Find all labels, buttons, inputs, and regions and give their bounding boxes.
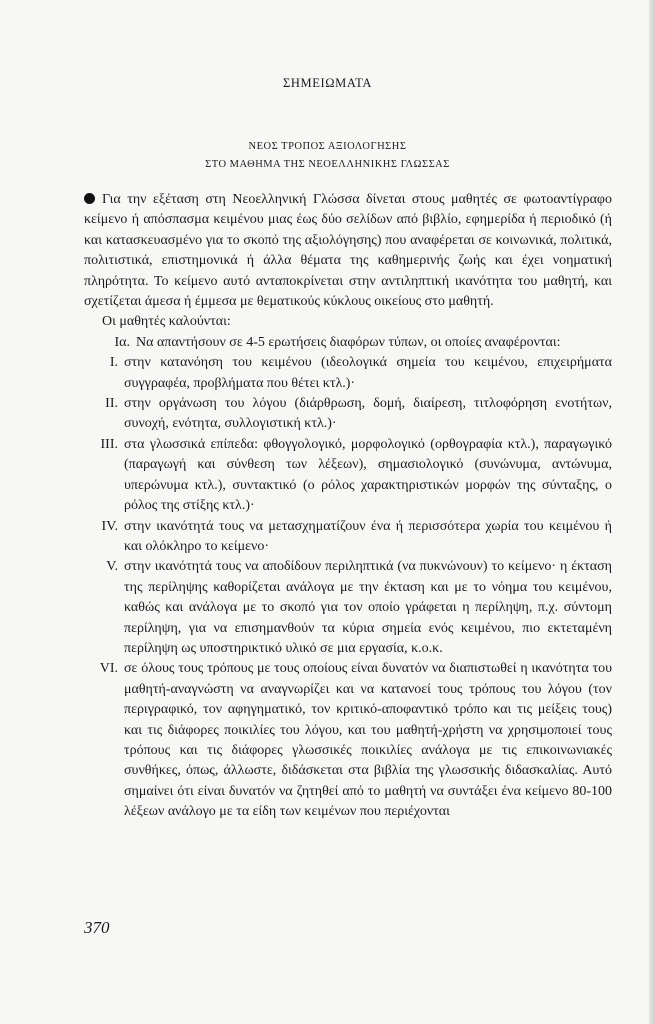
list-item-text: στην ικανότητά τους να αποδίδουν περιληπτικά (να πυκνώνουν) το κείμενο· η έκταση της περίληψης καθορίζεται ανάλογα με την έκταση και με το νόημα του κειμένου, καθώς και ανάλογα με το σκοπό για τον οποίο γράφεται η περίληψη, π.χ. σύντομη περίληψη, για να επισημανθούν τα κύρια σημεία ενός κειμένου, πιο εκτεταμένη περίληψη ως υποστηρικτικό υλικό σε μια εργασία, κ.ο.κ.	[124, 559, 612, 656]
subtitle-line-1: ΝΕΟΣ ΤΡΟΠΟΣ ΑΞΙΟΛΟΓΗΣΗΣ	[248, 141, 407, 152]
list-item-v	[84, 557, 612, 659]
list-item-ii	[84, 394, 612, 435]
list-item-number: Ια.	[114, 334, 130, 350]
list-item-ia	[84, 333, 612, 353]
section-subtitle	[0, 138, 655, 174]
bullet-dot-icon	[84, 193, 95, 204]
list-item-text: στην οργάνωση του λόγου (διάρθρωση, δομή, διαίρεση, τιτλοφόρηση ενοτήτων, συνοχή, ενότητα, συλλογιστική κτλ.)·	[124, 396, 612, 432]
list-item-iv	[84, 517, 612, 558]
running-header: ΣΗΜΕΙΩΜΑΤΑ	[283, 76, 372, 90]
list-item-number: I.	[109, 355, 118, 371]
intro-paragraph	[84, 190, 612, 312]
list-item-text: στα γλωσσικά επίπεδα: φθογγολογικό, μορφολογικό (ορθογραφία κτλ.), παραγωγικό (παραγωγή και σύνθεση των λέξεων), σημασιολογικό (συνώνυμα, αντώνυμα, υπερώνυμα κτλ.), συντακτικό (ο ρόλος χαρακτηριστικών μορφών της σύνταξης, ο ρόλος της στίξης κτλ.)·	[124, 436, 612, 514]
subtitle-line-2: ΣΤΟ ΜΑΘΗΜΑ ΤΗΣ ΝΕΟΕΛΛΗΝΙΚΗΣ ΓΛΩΣΣΑΣ	[205, 159, 450, 170]
page-number: 370	[84, 918, 110, 937]
list-item-i	[84, 353, 612, 394]
list-item-number: IV.	[101, 518, 118, 534]
intro-text: Για την εξέταση στη Νεοελληνική Γλώσσα δίνεται στους μαθητές σε φωτοαντίγραφο κείμενο ή απόσπασμα κειμένου μιας έως δύο σελίδων από βιβλίο, εφημερίδα ή περιοδικό (ή και κατασκευασμένο για το σκοπό της αξιολόγησης) που αναφέρεται σε κοινωνικά, πολιτικά, πολιτιστικά, επιστημονικά ή άλλα θέματα της καθημερινής ζωής και έχει νοηματική πληρότητα. Το κείμενο αυτό ανταποκρίνεται στην αντιληπτική ικανότητα του μαθητή, και σχετίζεται άμεσα ή έμμεσα με θεματικούς κύκλους οικείους στο μαθητή.	[84, 192, 612, 310]
list-item-text: Να απαντήσουν σε 4-5 ερωτήσεις διαφόρων τύπων, οι οποίες αναφέρονται:	[136, 334, 561, 350]
list-item-number: III.	[100, 436, 118, 452]
body-text	[84, 190, 612, 823]
list-item-text: σε όλους τους τρόπους με τους οποίους είναι δυνατόν να διαπιστωθεί η ικανότητα του μαθητή-αναγνώστη να αναγνωρίζει και να κατανοεί τους τρόπους του λόγου (τον περιγραφικό, τον αφηγηματικό, τον κριτικό-αποφαντικό τρόπο και τις μείξεις τους) και τις διάφορες ποικιλίες του λόγου, και του μαθητή-χρήστη να χρησιμοποιεί τους τρόπους και τις διάφορες γλωσσικές ποικιλίες ανάλογα με τις επικοινωνιακές συνθήκες, όπως, άλλωστε, διδάσκεται στα βιβλία της γλωσσικής διδασκαλίας. Αυτό σημαίνει ότι είναι δυνατόν να ζητηθεί από το μαθητή να συντάξει ένα κείμενο 80-100 λέξεων ανάλογο με τα είδη των κειμένων που περιέχονται	[124, 661, 612, 820]
list-item-text: στην ικανότητά τους να μετασχηματίζουν ένα ή περισσότερα χωρία του κειμένου ή και ολόκληρο το κείμενο·	[124, 518, 612, 554]
list-item-number: II.	[105, 396, 118, 412]
list-item-number: VI.	[99, 661, 118, 677]
called-line: Οι μαθητές καλούνται:	[102, 314, 231, 330]
list-item-text: στην κατανόηση του κειμένου (ιδεολογικά σημεία του κειμένου, επιχειρήματα συγγραφέα, προβλήματα που θέτει κτλ.)·	[124, 355, 612, 391]
list-item-vi	[84, 659, 612, 822]
list-item-iii	[84, 435, 612, 517]
list-item-number: V.	[106, 559, 118, 575]
